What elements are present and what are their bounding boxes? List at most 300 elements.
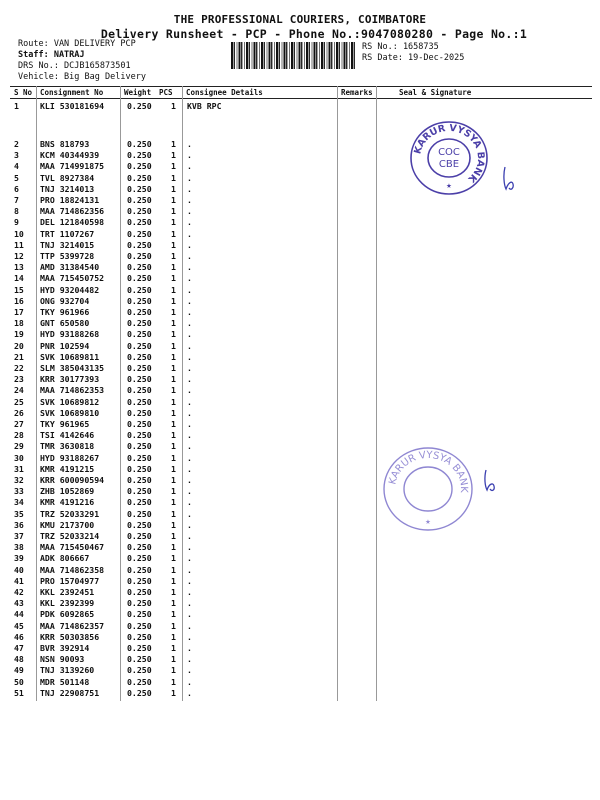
runsheet-title: Delivery Runsheet - PCP - Phone No.:9047080280 - Page No.:1	[100, 27, 528, 41]
weight-value: 0.250	[127, 351, 152, 362]
consignee-details: .	[187, 374, 192, 385]
pieces-count: 1	[171, 385, 176, 396]
row-serial-number: 29	[14, 441, 24, 452]
consignment-number: TNJ 3139260	[40, 665, 95, 676]
consignment-number: SVK 10689810	[40, 407, 100, 418]
pieces-count: 1	[171, 430, 176, 441]
barcode-bar	[279, 42, 280, 69]
consignment-number: TRT 1107267	[40, 228, 95, 239]
pieces-count: 1	[171, 598, 176, 609]
row-serial-number: 9	[14, 217, 19, 228]
table-row	[0, 430, 600, 440]
seal-ring-text: KARUR VYSYA BANK	[412, 122, 487, 185]
consignment-number: AMD 31384540	[40, 262, 100, 273]
consignment-number: SVK 10689811	[40, 351, 100, 362]
row-serial-number: 27	[14, 419, 24, 429]
weight-value: 0.250	[127, 273, 152, 284]
col-header-consignee: Consignee Details	[186, 88, 263, 97]
pieces-count: 1	[171, 228, 176, 239]
consignment-number: TVL 8927384	[40, 172, 95, 183]
consignment-number: TMR 3630818	[40, 441, 95, 452]
pieces-count: 1	[171, 183, 176, 194]
consignee-details: .	[187, 564, 192, 575]
consignment-number: HYD 93204482	[40, 284, 100, 295]
pieces-count: 1	[171, 139, 176, 149]
row-serial-number: 51	[14, 687, 24, 698]
consignee-details: .	[187, 340, 192, 351]
pieces-count: 1	[171, 419, 176, 429]
consignment-number: PRO 18824131	[40, 195, 100, 205]
table-row	[0, 654, 600, 664]
pieces-count: 1	[171, 351, 176, 362]
weight-value: 0.250	[127, 519, 152, 530]
weight-value: 0.250	[127, 206, 152, 217]
barcode-bar	[334, 42, 335, 69]
row-serial-number: 14	[14, 273, 24, 284]
pieces-count: 1	[171, 587, 176, 597]
weight-value: 0.250	[127, 340, 152, 351]
barcode-bar	[309, 42, 310, 69]
row-serial-number: 17	[14, 307, 24, 317]
weight-value: 0.250	[127, 620, 152, 631]
table-row	[0, 677, 600, 687]
table-row	[0, 419, 600, 429]
vehicle-label: Vehicle: Big Bag Delivery	[18, 72, 146, 82]
table-row	[0, 464, 600, 474]
consignee-details: .	[187, 407, 192, 418]
barcode-bar	[246, 42, 248, 69]
seal-star-icon: ★	[425, 517, 431, 527]
pieces-count: 1	[171, 262, 176, 273]
weight-value: 0.250	[127, 564, 152, 575]
barcode-bar	[276, 42, 278, 69]
pieces-count: 1	[171, 295, 176, 306]
row-serial-number: 22	[14, 363, 24, 373]
consignment-number: NSN 90093	[40, 654, 85, 665]
consignment-number: MAA 714862353	[40, 385, 105, 396]
pieces-count: 1	[171, 508, 176, 519]
table-row	[0, 318, 600, 328]
row-serial-number: 15	[14, 284, 24, 295]
table-row	[0, 509, 600, 519]
col-header-sno: S No	[14, 88, 33, 97]
barcode-bar	[331, 42, 332, 69]
consignee-details: .	[187, 195, 192, 205]
consignment-number: TRZ 52033214	[40, 531, 100, 541]
barcode-bar	[346, 42, 347, 69]
consignee-details: .	[187, 553, 192, 564]
drs-number: DRS No.: DCJB165873501	[18, 61, 131, 71]
consignee-details: .	[187, 139, 192, 149]
weight-value: 0.250	[127, 217, 152, 228]
weight-value: 0.250	[127, 150, 152, 161]
pieces-count: 1	[171, 284, 176, 295]
seal-center-bottom: CBE	[438, 159, 460, 170]
pieces-count: 1	[171, 273, 176, 284]
pieces-count: 1	[171, 206, 176, 217]
consignee-details: .	[187, 295, 192, 306]
consignment-number: TTP 5399728	[40, 251, 95, 261]
consignee-details: KVB RPC	[187, 101, 222, 111]
consignment-number: TNJ 3214015	[40, 239, 95, 250]
pieces-count: 1	[171, 101, 176, 111]
row-serial-number: 1	[14, 101, 19, 111]
consignment-number: DEL 121840598	[40, 217, 105, 228]
row-serial-number: 41	[14, 575, 24, 586]
barcode-bar	[354, 42, 355, 69]
barcode-bar	[286, 42, 287, 69]
barcode-bar	[336, 42, 338, 69]
table-row	[0, 307, 600, 317]
consignment-number: TKY 961965	[40, 419, 90, 429]
barcode-bar	[241, 42, 242, 69]
row-serial-number: 43	[14, 598, 24, 609]
consignee-details: .	[187, 396, 192, 407]
consignment-number: ADK 806667	[40, 553, 90, 564]
consignment-number: KMR 4191216	[40, 497, 95, 508]
weight-value: 0.250	[127, 172, 152, 183]
barcode-bar	[299, 42, 301, 69]
row-serial-number: 4	[14, 161, 19, 172]
weight-value: 0.250	[127, 643, 152, 653]
col-header-consignment: Consignment No	[40, 88, 104, 97]
row-serial-number: 8	[14, 206, 19, 217]
table-row	[0, 665, 600, 675]
consignee-details: .	[187, 620, 192, 631]
weight-value: 0.250	[127, 676, 152, 687]
consignee-details: .	[187, 575, 192, 586]
row-serial-number: 13	[14, 262, 24, 273]
consignment-number: KMU 2173700	[40, 519, 95, 530]
row-serial-number: 21	[14, 351, 24, 362]
table-header-rule	[10, 98, 592, 99]
svg-text:KARUR VYSYA BANK	[387, 450, 469, 493]
row-serial-number: 39	[14, 553, 24, 564]
weight-value: 0.250	[127, 497, 152, 508]
consignee-details: .	[187, 486, 192, 497]
weight-value: 0.250	[127, 631, 152, 642]
weight-value: 0.250	[127, 161, 152, 172]
weight-value: 0.250	[127, 183, 152, 194]
pieces-count: 1	[171, 329, 176, 340]
consignment-number: GNT 650580	[40, 318, 90, 329]
table-row	[0, 385, 600, 395]
pieces-count: 1	[171, 161, 176, 172]
consignee-details: .	[187, 363, 192, 373]
consignment-number: KRR 600090594	[40, 475, 105, 485]
barcode-bar	[314, 42, 316, 69]
consignee-details: .	[187, 508, 192, 519]
consignee-details: .	[187, 385, 192, 396]
row-serial-number: 18	[14, 318, 24, 329]
barcode-bar	[274, 42, 275, 69]
pieces-count: 1	[171, 374, 176, 385]
pieces-count: 1	[171, 340, 176, 351]
row-serial-number: 34	[14, 497, 24, 508]
weight-value: 0.250	[127, 609, 152, 620]
consignee-details: .	[187, 419, 192, 429]
row-serial-number: 19	[14, 329, 24, 340]
consignee-details: .	[187, 598, 192, 609]
consignee-details: .	[187, 161, 192, 172]
weight-value: 0.250	[127, 452, 152, 463]
consignee-details: .	[187, 542, 192, 553]
table-row	[0, 609, 600, 619]
row-serial-number: 11	[14, 239, 24, 250]
pieces-count: 1	[171, 553, 176, 564]
row-serial-number: 6	[14, 183, 19, 194]
table-row	[0, 632, 600, 642]
weight-value: 0.250	[127, 139, 152, 149]
row-serial-number: 38	[14, 542, 24, 553]
consignment-number: KKL 2392399	[40, 598, 95, 609]
weight-value: 0.250	[127, 101, 152, 111]
consignee-details: .	[187, 441, 192, 452]
consignment-number: KCM 40344939	[40, 150, 100, 161]
seal-star-icon: ★	[446, 181, 452, 191]
row-serial-number: 28	[14, 430, 24, 441]
pieces-count: 1	[171, 609, 176, 620]
weight-value: 0.250	[127, 575, 152, 586]
weight-value: 0.250	[127, 228, 152, 239]
barcode-bar	[244, 42, 245, 69]
barcode-bar	[329, 42, 331, 69]
row-serial-number: 46	[14, 631, 24, 642]
consignment-number: MAA 714862357	[40, 620, 105, 631]
row-serial-number: 26	[14, 407, 24, 418]
pieces-count: 1	[171, 217, 176, 228]
row-serial-number: 12	[14, 251, 24, 261]
consignee-details: .	[187, 463, 192, 474]
rs-number: RS No.: 1658735	[362, 42, 439, 52]
consignment-number: PDK 6092865	[40, 609, 95, 620]
consignee-details: .	[187, 609, 192, 620]
row-serial-number: 5	[14, 172, 19, 183]
consignment-number: TNJ 22908751	[40, 687, 100, 698]
table-row	[0, 531, 600, 541]
bank-seal-stamp	[404, 118, 494, 198]
consignee-details: .	[187, 452, 192, 463]
barcode-bar	[327, 42, 328, 69]
weight-value: 0.250	[127, 407, 152, 418]
signature-mark	[500, 165, 520, 193]
barcode-bar	[289, 42, 290, 69]
barcode-bar	[231, 42, 233, 69]
barcode-bar	[254, 42, 256, 69]
table-row	[0, 139, 600, 149]
weight-value: 0.250	[127, 385, 152, 396]
pieces-count: 1	[171, 676, 176, 687]
barcode-bar	[271, 42, 272, 69]
row-serial-number: 10	[14, 228, 24, 239]
weight-value: 0.250	[127, 251, 152, 261]
barcode-bar	[351, 42, 353, 69]
consignment-number: TSI 4142646	[40, 430, 95, 441]
consignment-number: MAA 715450467	[40, 542, 105, 553]
consignment-number: PRO 15704977	[40, 575, 100, 586]
row-serial-number: 47	[14, 643, 24, 653]
consignee-details: .	[187, 251, 192, 261]
row-serial-number: 35	[14, 508, 24, 519]
row-serial-number: 31	[14, 463, 24, 474]
table-row	[0, 475, 600, 485]
table-row	[0, 643, 600, 653]
table-row	[0, 101, 600, 111]
weight-value: 0.250	[127, 475, 152, 485]
row-serial-number: 20	[14, 340, 24, 351]
consignment-number: TNJ 3214013	[40, 183, 95, 194]
table-row	[0, 363, 600, 373]
weight-value: 0.250	[127, 665, 152, 676]
weight-value: 0.250	[127, 486, 152, 497]
table-row	[0, 329, 600, 339]
pieces-count: 1	[171, 687, 176, 698]
consignment-number: KMR 4191215	[40, 463, 95, 474]
route-label: Route: VAN DELIVERY PCP	[18, 39, 136, 49]
weight-value: 0.250	[127, 531, 152, 541]
pieces-count: 1	[171, 486, 176, 497]
pieces-count: 1	[171, 407, 176, 418]
seal-ring-text: KARUR VYSYA BANK	[387, 449, 470, 493]
pieces-count: 1	[171, 654, 176, 665]
consignee-details: .	[187, 318, 192, 329]
consignee-details: .	[187, 430, 192, 441]
weight-value: 0.250	[127, 307, 152, 317]
table-row	[0, 240, 600, 250]
table-row	[0, 453, 600, 463]
consignment-number: HYD 93188268	[40, 329, 100, 340]
table-row	[0, 688, 600, 698]
row-serial-number: 7	[14, 195, 19, 205]
consignment-number: SLM 385043135	[40, 363, 105, 373]
consignee-details: .	[187, 239, 192, 250]
consignee-details: .	[187, 519, 192, 530]
weight-value: 0.250	[127, 363, 152, 373]
consignee-details: .	[187, 654, 192, 665]
barcode-bar	[264, 42, 265, 69]
barcode-bar	[321, 42, 323, 69]
row-serial-number: 23	[14, 374, 24, 385]
weight-value: 0.250	[127, 329, 152, 340]
pieces-count: 1	[171, 519, 176, 530]
consignee-details: .	[187, 643, 192, 653]
row-serial-number: 2	[14, 139, 19, 149]
row-serial-number: 16	[14, 295, 24, 306]
row-serial-number: 44	[14, 609, 24, 620]
table-row	[0, 587, 600, 597]
consignee-details: .	[187, 284, 192, 295]
barcode-bar	[294, 42, 295, 69]
barcode-bar	[297, 42, 298, 69]
barcode-bar	[239, 42, 241, 69]
weight-value: 0.250	[127, 654, 152, 665]
pieces-count: 1	[171, 195, 176, 205]
table-row	[0, 285, 600, 295]
barcode-bar	[306, 42, 308, 69]
row-serial-number: 37	[14, 531, 24, 541]
consignee-details: .	[187, 497, 192, 508]
consignee-details: .	[187, 228, 192, 239]
consignment-number: MAA 714862356	[40, 206, 105, 217]
table-row	[0, 251, 600, 261]
table-row	[0, 408, 600, 418]
consignee-details: .	[187, 687, 192, 698]
consignment-number: BVR 392914	[40, 643, 90, 653]
barcode-bar	[284, 42, 286, 69]
table-row	[0, 565, 600, 575]
row-serial-number: 50	[14, 676, 24, 687]
barcode-bar	[237, 42, 238, 69]
weight-value: 0.250	[127, 430, 152, 441]
consignment-number: TKY 961966	[40, 307, 90, 317]
table-row	[0, 374, 600, 384]
barcode-bar	[349, 42, 350, 69]
consignment-number: KLI 530181694	[40, 101, 105, 111]
barcode-bar	[269, 42, 271, 69]
pieces-count: 1	[171, 497, 176, 508]
pieces-count: 1	[171, 564, 176, 575]
table-top-rule	[10, 86, 592, 87]
table-row	[0, 341, 600, 351]
row-serial-number: 32	[14, 475, 24, 485]
pieces-count: 1	[171, 363, 176, 373]
barcode-bar	[252, 42, 253, 69]
pieces-count: 1	[171, 251, 176, 261]
table-row	[0, 486, 600, 496]
barcode-bar	[316, 42, 317, 69]
consignee-details: .	[187, 172, 192, 183]
consignment-number: MAA 715450752	[40, 273, 105, 284]
barcode-bar	[342, 42, 343, 69]
consignment-number: ONG 932704	[40, 295, 90, 306]
weight-value: 0.250	[127, 374, 152, 385]
barcode-bar	[339, 42, 340, 69]
weight-value: 0.250	[127, 284, 152, 295]
weight-value: 0.250	[127, 318, 152, 329]
col-header-pcs: PCS	[159, 88, 173, 97]
barcode-bar	[324, 42, 325, 69]
row-serial-number: 24	[14, 385, 24, 396]
consignee-details: .	[187, 587, 192, 597]
consignment-number: KKL 2392451	[40, 587, 95, 597]
table-row	[0, 206, 600, 216]
row-serial-number: 45	[14, 620, 24, 631]
consignment-number: ZHB 1052869	[40, 486, 95, 497]
row-serial-number: 48	[14, 654, 24, 665]
consignment-number: HYD 93188267	[40, 452, 100, 463]
pieces-count: 1	[171, 172, 176, 183]
pieces-count: 1	[171, 396, 176, 407]
pieces-count: 1	[171, 150, 176, 161]
col-header-seal: Seal & Signature	[399, 88, 472, 97]
signature-mark	[480, 468, 500, 494]
consignment-number: MDR 501148	[40, 676, 90, 687]
consignment-number: KRR 30177393	[40, 374, 100, 385]
weight-value: 0.250	[127, 542, 152, 553]
barcode-bar	[301, 42, 302, 69]
barcode-bar	[319, 42, 320, 69]
consignee-details: .	[187, 273, 192, 284]
pieces-count: 1	[171, 531, 176, 541]
weight-value: 0.250	[127, 463, 152, 474]
pieces-count: 1	[171, 643, 176, 653]
table-row	[0, 542, 600, 552]
table-row	[0, 621, 600, 631]
table-row	[0, 352, 600, 362]
consignment-number: PNR 102594	[40, 340, 90, 351]
consignee-details: .	[187, 676, 192, 687]
row-serial-number: 30	[14, 452, 24, 463]
